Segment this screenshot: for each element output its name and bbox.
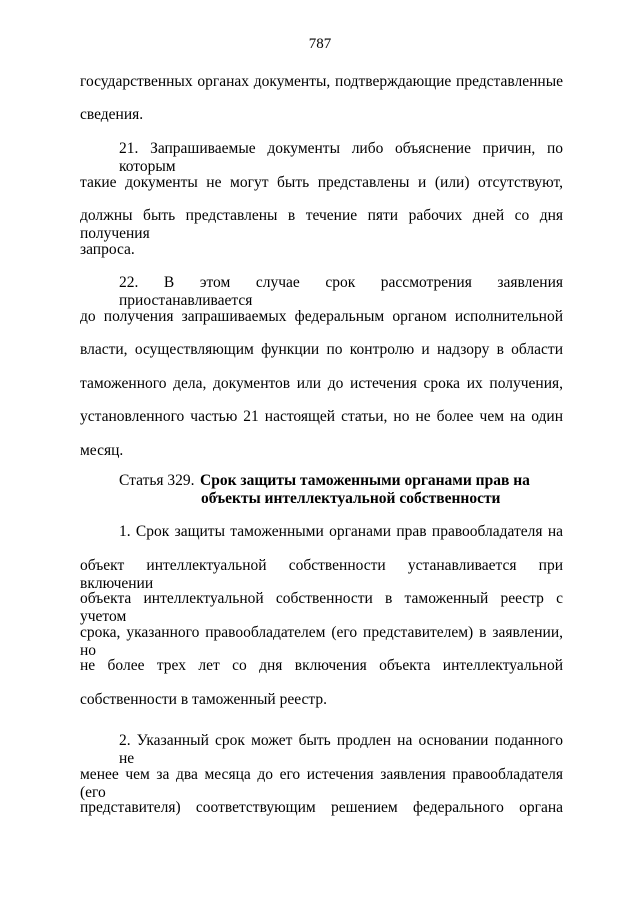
text-line: таможенного дела, документов или до истечения срока их получения, bbox=[80, 375, 563, 392]
text-line: должны быть представлены в течение пяти рабочих дней со дня получения bbox=[80, 207, 563, 242]
article-title-line: объекты интеллектуальной собственности bbox=[201, 490, 501, 507]
text-line: не более трех лет со дня включения объекта интеллектуальной bbox=[80, 657, 563, 674]
text-line: 22. В этом случае срок рассмотрения заявления приостанавливается bbox=[119, 274, 563, 309]
text-line: сведения. bbox=[80, 106, 144, 123]
text-line: 1. Срок защиты таможенными органами прав правообладателя на bbox=[119, 523, 563, 540]
text-line: объекта интеллектуальной собственности в таможенный реестр с учетом bbox=[80, 590, 563, 625]
text-line: 21. Запрашиваемые документы либо объяснение причин, по которым bbox=[119, 140, 563, 175]
text-line: менее чем за два месяца до его истечения заявления правообладателя (его bbox=[80, 766, 563, 801]
article-title bbox=[200, 472, 530, 508]
text-line: объект интеллектуальной собственности устанавливается при включении bbox=[80, 557, 563, 592]
text-line: 2. Указанный срок может быть продлен на основании поданного не bbox=[119, 732, 563, 767]
text-line: месяц. bbox=[80, 442, 124, 459]
text-line: запроса. bbox=[80, 241, 135, 258]
article-title-line: Срок защиты таможенными органами прав на bbox=[200, 472, 530, 489]
text-line: собственности в таможенный реестр. bbox=[80, 691, 327, 708]
article-label: Статья 329. bbox=[119, 472, 195, 489]
text-line: установленного частью 21 настоящей статьи, но не более чем на один bbox=[80, 408, 563, 425]
text-line: государственных органах документы, подтверждающие представленные bbox=[80, 73, 563, 90]
text-line: представителя) соответствующим решением федерального органа bbox=[80, 799, 563, 816]
text-line: до получения запрашиваемых федеральным органом исполнительной bbox=[80, 308, 563, 325]
text-line: власти, осуществляющим функции по контролю и надзору в области bbox=[80, 341, 563, 358]
page-number: 787 bbox=[308, 36, 332, 52]
text-line: такие документы не могут быть представлены и (или) отсутствуют, bbox=[80, 174, 563, 191]
text-line: срока, указанного правообладателем (его представителем) в заявлении, но bbox=[80, 624, 563, 659]
